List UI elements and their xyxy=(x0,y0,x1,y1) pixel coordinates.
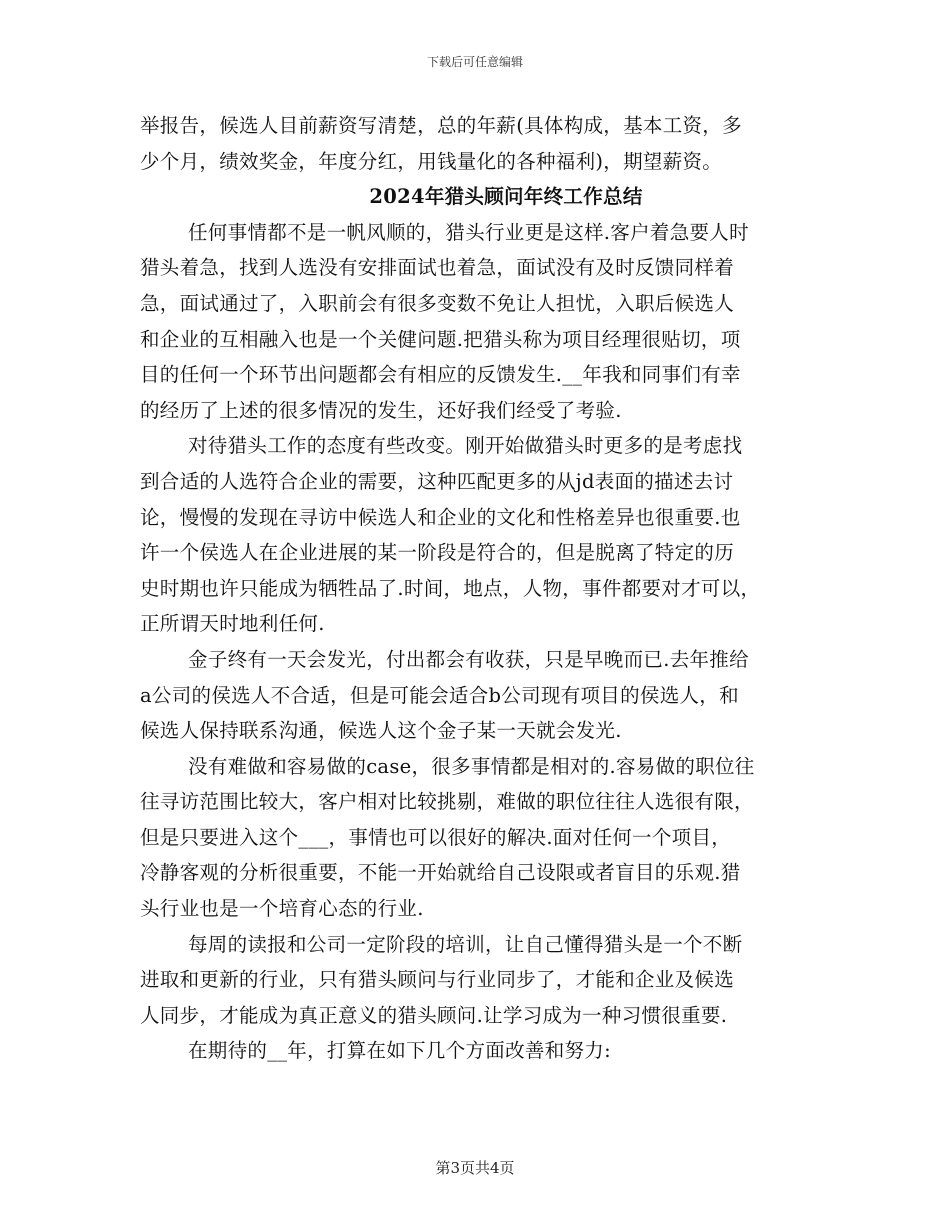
document-title: 2024年猎头顾问年终工作总结 xyxy=(369,185,643,209)
paragraph xyxy=(140,642,812,749)
paragraph-line: 史时期也许只能成为牺牲品了.时间，地点，人物，事件都要对才可以， xyxy=(140,576,761,600)
paragraph-line: 论，慢慢的发现在寻访中候选人和企业的文化和性格差异也很重要.也 xyxy=(140,505,741,529)
paragraph-line: 候选人保持联系沟通，候选人这个金子某一天就会发光. xyxy=(140,719,622,743)
paragraph-line: 对待猎头工作的态度有些改变。刚开始做猎头时更多的是考虑找 xyxy=(188,434,743,458)
paragraph-line: 的经历了上述的很多情况的发生，还好我们经受了考验. xyxy=(140,398,622,422)
paragraph-line: 在期待的__年，打算在如下几个方面改善和努力: xyxy=(188,1039,611,1063)
paragraph xyxy=(140,428,812,642)
paragraph-line: 每周的读报和公司一定阶段的培训，让自己懂得猎头是一个不断 xyxy=(188,932,743,956)
paragraph-line: 目的任何一个环节出问题都会有相应的反馈发生.__年我和同事们有幸 xyxy=(140,363,741,387)
paragraph-line: a公司的侯选人不合适，但是可能会适合b公司现有项目的侯选人，和 xyxy=(140,683,739,707)
paragraph-line: 但是只要进入这个___，事情也可以很好的解决.面对任何一个项目， xyxy=(140,825,732,849)
paragraph-line: 人同步，才能成为真正意义的猎头顾问.让学习成为一种习惯很重要. xyxy=(140,1003,728,1027)
paragraph xyxy=(140,215,812,429)
paragraph-line: 猎头着急，找到人选没有安排面试也着急，面试没有及时反馈同样着 xyxy=(140,256,735,280)
paragraph-line: 没有难做和容易做的case，很多事情都是相对的.容易做的职位往 xyxy=(188,754,755,778)
paragraph-line: 急，面试通过了，入职前会有很多变数不免让人担忧，入职后候选人 xyxy=(140,291,735,315)
paragraph-line: 往寻访范围比较大，客户相对比较挑剔，难做的职位往往人选很有限， xyxy=(140,790,754,814)
paragraph-line: 金子终有一天会发光，付出都会有收获，只是早晚而已.去年推给 xyxy=(188,647,749,671)
page-footer: 第3页共4页 xyxy=(435,1159,515,1177)
paragraph-line: 和企业的互相融入也是一个关健问题.把猎头称为项目经理很贴切，项 xyxy=(140,327,741,351)
paragraph xyxy=(140,749,812,927)
document-body xyxy=(140,108,812,1069)
paragraph-line: 许一个侯选人在企业进展的某一阶段是符合的，但是脱离了特定的历 xyxy=(140,541,735,565)
paragraph xyxy=(140,927,812,1034)
paragraph-line: 任何事情都不是一帆风顺的，猎头行业更是这样.客户着急要人时 xyxy=(188,220,749,244)
paragraph-line: 进取和更新的行业，只有猎头顾问与行业同步了，才能和企业及候选 xyxy=(140,968,735,992)
intro-line: 少个月，绩效奖金，年度分红，用钱量化的各种福利)，期望薪资。 xyxy=(140,149,723,173)
paragraph xyxy=(140,1033,812,1069)
paragraph-line: 正所谓天时地利任何. xyxy=(140,612,325,636)
paragraph-line: 头行业也是一个培育心态的行业. xyxy=(140,897,424,921)
intro-line: 举报告，候选人目前薪资写清楚，总的年薪(具体构成，基本工资，多 xyxy=(140,114,742,137)
header-note: 下载后可任意编辑 xyxy=(426,55,523,69)
paragraph-line: 到合适的人选符合企业的需要，这种匹配更多的从jd表面的描述去讨 xyxy=(140,469,734,493)
paragraph-line: 冷静客观的分析很重要，不能一开始就给自己设限或者盲目的乐观.猎 xyxy=(140,861,741,885)
